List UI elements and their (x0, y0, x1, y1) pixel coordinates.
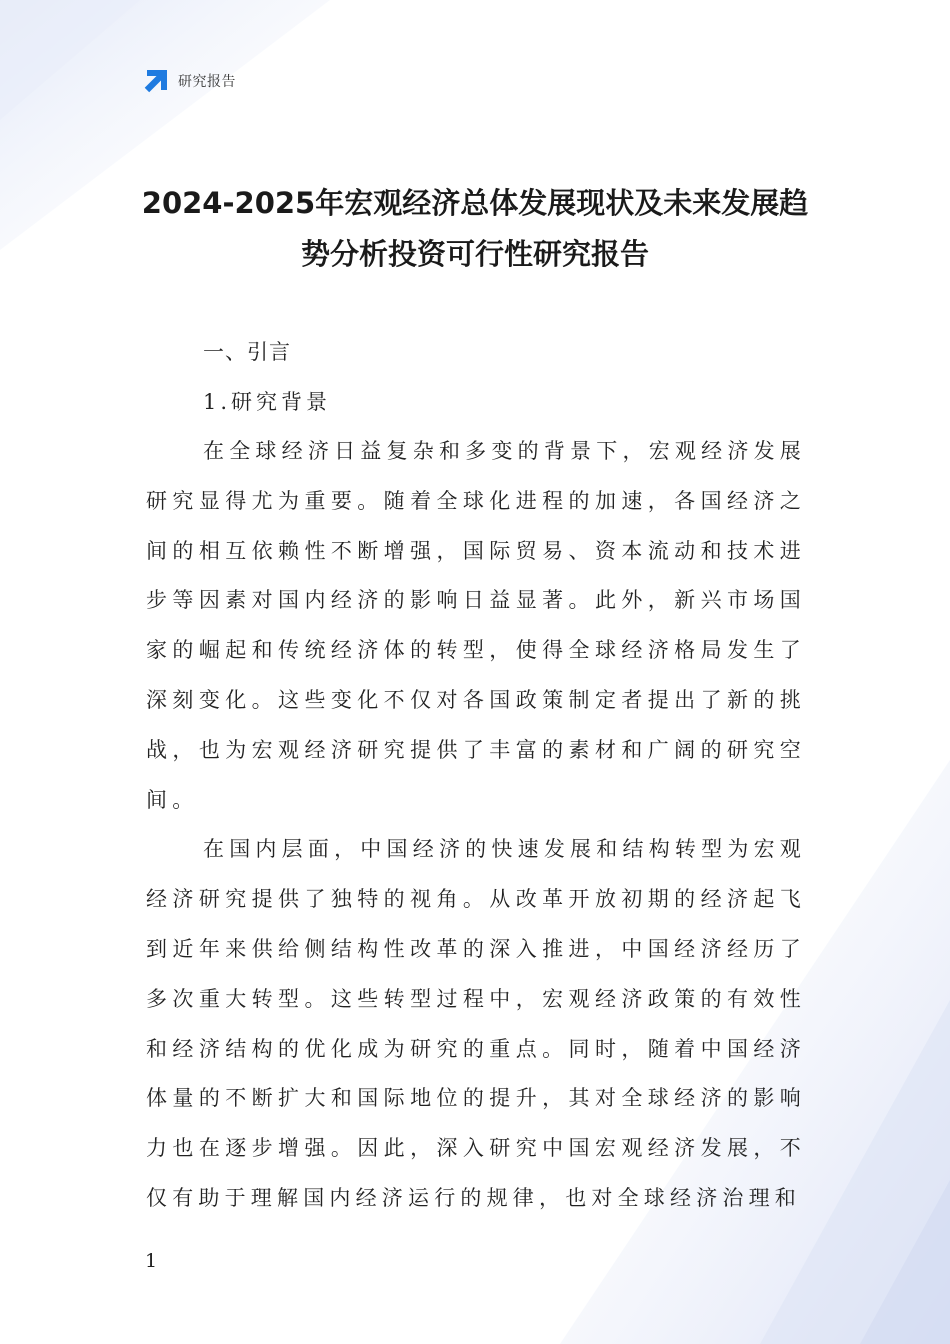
document-title: 2024-2025年宏观经济总体发展现状及未来发展趋势分析投资可行性研究报告 (141, 186, 809, 271)
document-body (146, 327, 806, 1224)
header-label: 研究报告 (178, 74, 236, 90)
section-heading: 一、引言 (203, 340, 291, 364)
subsection-heading: 1.研究背景 (203, 390, 332, 414)
report-header (143, 68, 236, 94)
paragraph-1: 在全球经济日益复杂和多变的背景下，宏观经济发展研究显得尤为重要。随着全球化进程的加速，各国经济之间的相互依赖性不断增强，国际贸易、资本流动和技术进步等因素对国内经济的影响日益显著。此外，新兴市场国家的崛起和传统经济体的转型，使得全球经济格局发生了深刻变化。这些变化不仅对各国政策制定者提出了新的挑战，也为宏观经济研究提供了丰富的素材和广阔的研究空间。 (146, 439, 806, 812)
arrow-up-right-icon (143, 68, 169, 94)
page-number: 1 (145, 1250, 158, 1272)
paragraph-2: 在国内层面，中国经济的快速发展和结构转型为宏观经济研究提供了独特的视角。从改革开放初期的经济起飞到近年来供给侧结构性改革的深入推进，中国经济经历了多次重大转型。这些转型过程中，宏观经济政策的有效性和经济结构的优化成为研究的重点。同时，随着中国经济体量的不断扩大和国际地位的提升，其对全球经济的影响力也在逐步增强。因此，深入研究中国宏观经济发展，不仅有助于理解国内经济运行的规律，也对全球经济治理和 (146, 837, 806, 1210)
